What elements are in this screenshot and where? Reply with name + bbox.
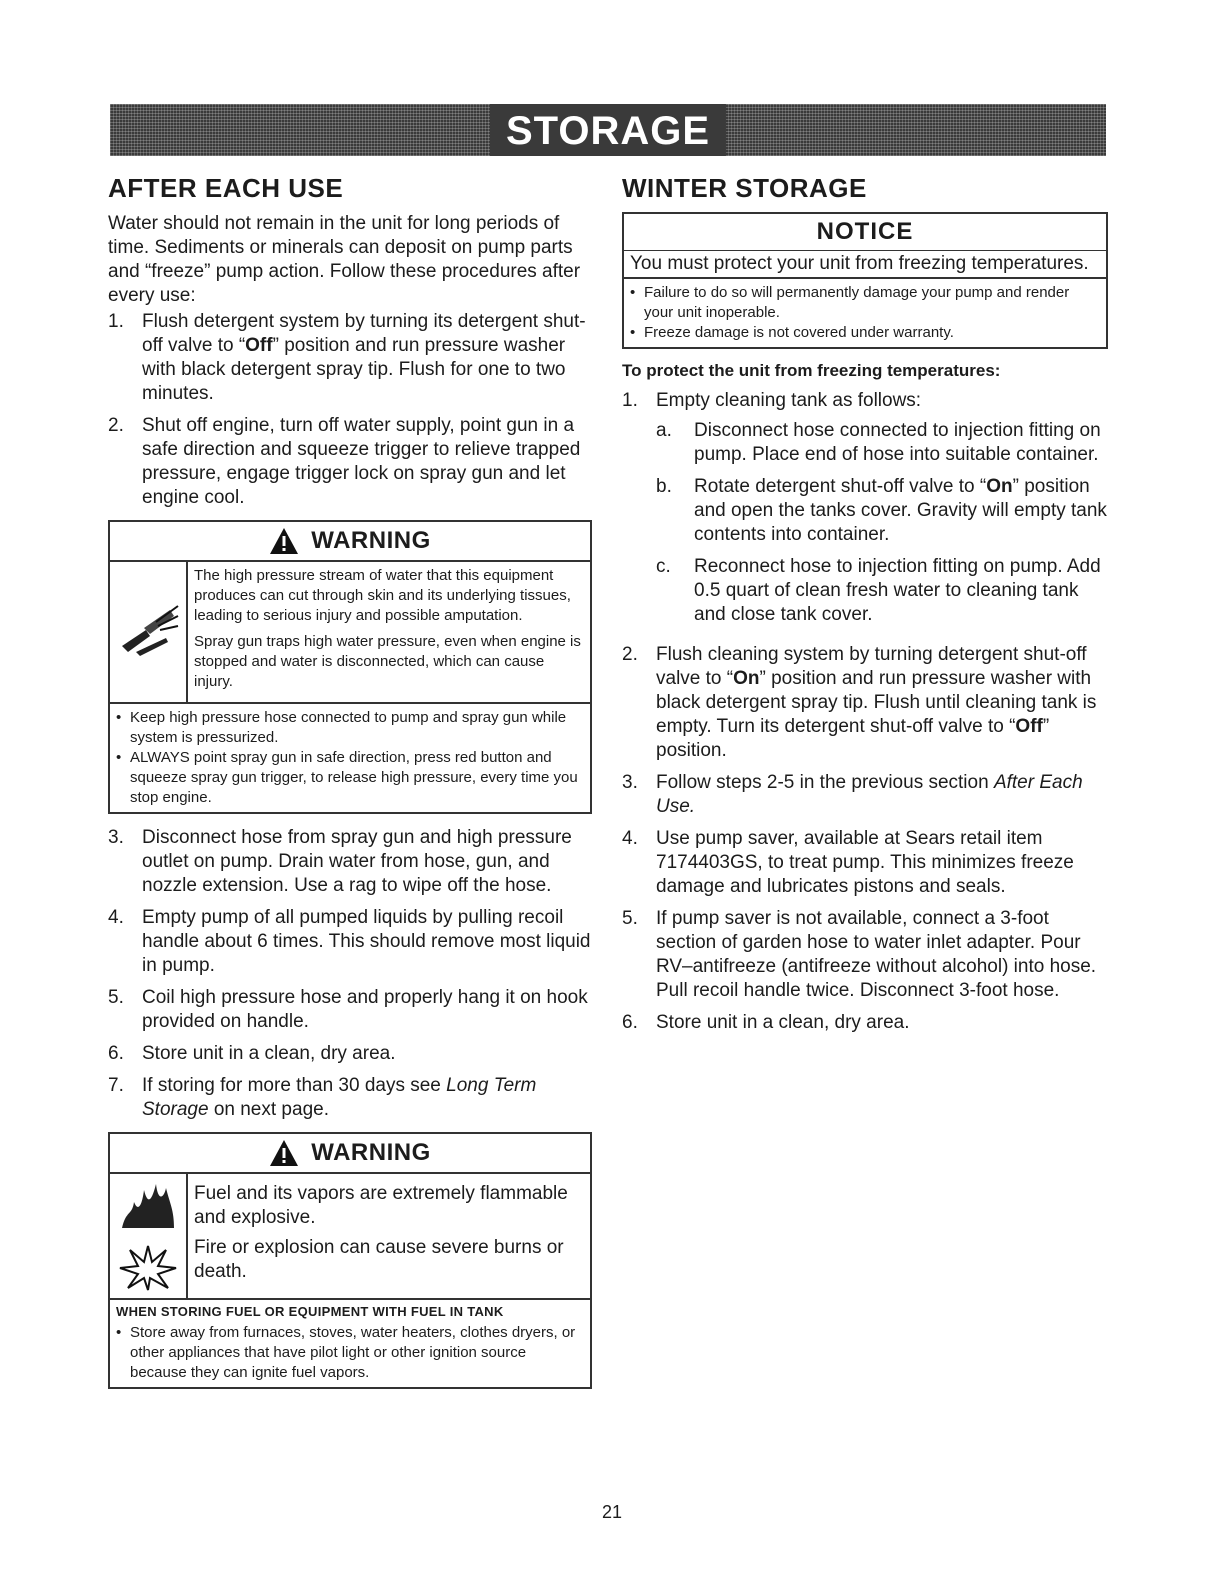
warning-title: WARNING <box>311 1139 431 1166</box>
page-number: 21 <box>601 1502 623 1522</box>
protect-heading: To protect the unit from freezing temperatures: <box>622 361 1001 380</box>
notice-line: You must protect your unit from freezing temperatures. <box>624 251 1106 279</box>
list-item: a. Disconnect hose connected to injection fitting on pump. Place end of hose into suitable container. <box>656 420 1101 465</box>
list-item: 5. Coil high pressure hose and properly hang it on hook provided on handle. <box>108 987 588 1032</box>
notice-box <box>622 212 1108 349</box>
list-item: 5. If pump saver is not available, connect a 3-foot section of garden hose to water inlet adapter. Pour RV–antifreeze (antifreeze without alcohol) into hose. Pull recoil handle twice. Disconnect 3-foot hose. <box>622 908 1097 1001</box>
list-item: 2. Flush cleaning system by turning detergent shut-off valve to “On” position and run pressure washer with black detergent spray tip. Flush until cleaning tank is empty. Turn its detergent shut-off valve to “Off” position. <box>622 644 1097 761</box>
list-item: 7. If storing for more than 30 days see Long Term Storage on next page. <box>108 1075 537 1120</box>
list-item: • Keep high pressure hose connected to pump and spray gun while system is pressurized. <box>116 709 567 746</box>
list-item: 6. Store unit in a clean, dry area. <box>108 1043 396 1064</box>
warning-triangle-icon <box>269 527 299 555</box>
list-item: • Store away from furnaces, stoves, water heaters, clothes dryers, or other appliances that have pilot light or other ignition source because they can ignite fuel vapors. <box>116 1324 576 1381</box>
intro-paragraph: Water should not remain in the unit for long periods of time. Sediments or minerals can deposit on pump parts and “freeze” pump action. Follow these procedures after every use: <box>108 213 581 306</box>
after-use-steps <box>108 310 592 510</box>
warning-bullets <box>110 704 590 812</box>
fire-icon <box>118 1180 178 1230</box>
list-item: 6. Store unit in a clean, dry area. <box>622 1012 910 1033</box>
list-item: • Freeze damage is not covered under warranty. <box>630 324 954 341</box>
list-item: 1. Flush detergent system by turning its detergent shut-off valve to “Off” position and run pressure washer with black detergent spray tip. Flush for one to two minutes. <box>108 311 586 404</box>
after-each-use-heading: AFTER EACH USE <box>108 173 344 203</box>
left-column <box>108 172 592 1401</box>
list-item: 1. Empty cleaning tank as follows: a. Disconnect hose connected to injection fitting on pump. Place end of hose into suitable container. b. Rotate detergent shut-off valve to “On” position and open the tanks cover. Gravity will empty tank contents into container. c. Reconnect hose to injection fitting on pump. Add 0.5 quart of clean fresh water to cleaning tank and close tank cover. <box>622 390 1107 625</box>
warning-header <box>110 522 590 562</box>
list-item: 3. Disconnect hose from spray gun and high pressure outlet on pump. Drain water from hose, gun, and nozzle extension. Use a rag to wipe off the hose. <box>108 827 572 896</box>
storage-banner <box>110 104 1106 156</box>
winter-steps <box>622 389 1108 1035</box>
banner-title: STORAGE <box>490 104 726 156</box>
warning-triangle-icon <box>269 1139 299 1167</box>
list-item: • ALWAYS point spray gun in safe direction, press red button and squeeze spray gun trigger, to release high pressure, every time you stop engine. <box>116 749 578 806</box>
notice-title: NOTICE <box>624 214 1106 251</box>
high-pressure-warning-box <box>108 520 592 814</box>
warning-header <box>110 1134 590 1174</box>
fuel-storage-subheading: WHEN STORING FUEL OR EQUIPMENT WITH FUEL IN TANK <box>116 1304 504 1319</box>
fuel-warning-box <box>108 1132 592 1389</box>
explosion-icon <box>118 1242 178 1292</box>
warning-title: WARNING <box>311 527 431 554</box>
list-item: 4. Empty pump of all pumped liquids by pulling recoil handle about 6 times. This should remove most liquid in pump. <box>108 907 591 976</box>
warning-paragraph: Fire or explosion can cause severe burns or death. <box>194 1237 564 1282</box>
list-item: 3. Follow steps 2-5 in the previous section After Each Use. <box>622 772 1083 817</box>
winter-storage-heading: WINTER STORAGE <box>622 173 867 203</box>
list-item: 2. Shut off engine, turn off water supply, point gun in a safe direction and squeeze trigger to relieve trapped pressure, engage trigger lock on spray gun and let engine cool. <box>108 415 581 508</box>
warning-paragraph: Spray gun traps high water pressure, even when engine is stopped and water is disconnected, which can cause injury. <box>194 633 581 690</box>
notice-bullets <box>624 279 1106 347</box>
list-item: • Failure to do so will permanently damage your pump and render your unit inoperable. <box>630 284 1070 321</box>
warning-bullets <box>110 1319 590 1387</box>
after-each-use-reference: After Each Use. <box>656 772 1083 817</box>
sub-steps <box>656 419 1108 627</box>
warning-paragraph: Fuel and its vapors are extremely flammable and explosive. <box>194 1183 568 1228</box>
spray-injury-icon <box>116 602 180 662</box>
long-term-storage-reference: Long Term Storage <box>142 1075 537 1120</box>
list-item: 4. Use pump saver, available at Sears retail item 7174403GS, to treat pump. This minimizes freeze damage and lubricates pistons and seals. <box>622 828 1074 897</box>
warning-paragraph: The high pressure stream of water that this equipment produces can cut through skin and its underlying tissues, leading to serious injury and possible amputation. <box>194 567 571 624</box>
right-column <box>622 172 1108 1043</box>
list-item: c. Reconnect hose to injection fitting on pump. Add 0.5 quart of clean fresh water to cleaning tank and close tank cover. <box>656 556 1101 625</box>
after-use-steps-continued <box>108 826 592 1122</box>
list-item: b. Rotate detergent shut-off valve to “On” position and open the tanks cover. Gravity will empty tank contents into container. <box>656 476 1107 545</box>
